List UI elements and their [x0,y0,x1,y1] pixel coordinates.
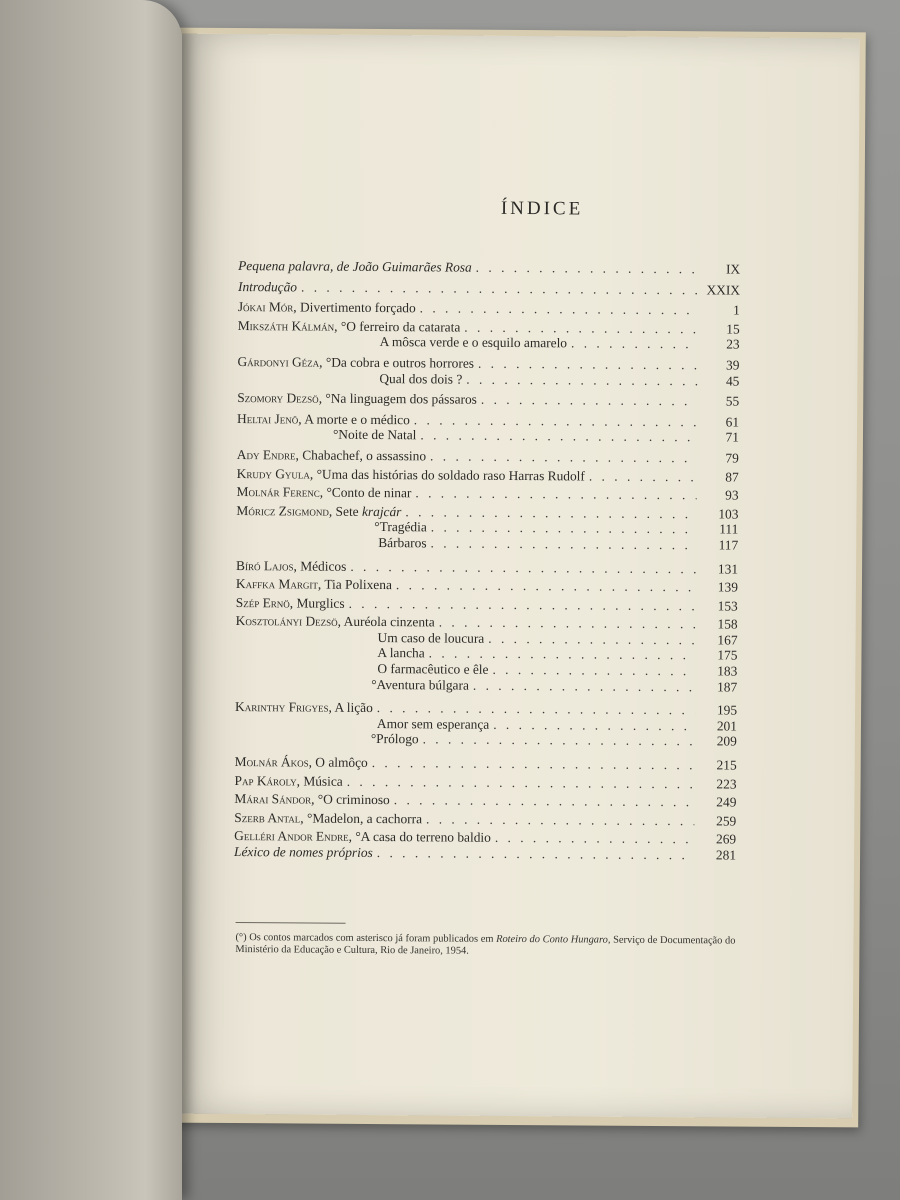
page-number: 39 [726,357,740,373]
toc-entry: Márai Sándor, °O criminoso . . . 249 [234,791,736,810]
toc-entry: Bíró Lajos, Médicos . . . 131 [236,558,738,577]
entry-title: Introdução [237,278,298,295]
entry-title: °Da cobra e outros horrores [325,354,475,371]
page-number: 103 [718,506,739,522]
leader-dots [571,336,698,352]
footnote-work-title: Roteiro do Conto Hungaro [496,933,608,946]
toc-entry: Kosztolányi Dezsö, Auréola cinzenta . . . 158 [236,613,738,632]
entry-author: Jókai Mór [237,299,294,315]
entry-title: °O criminoso [317,791,390,808]
entry-title: Auréola cinzenta [343,614,435,630]
toc-entry: Szép Ernö, Murglics . . . 153 [236,595,738,614]
page-number: XXIX [706,281,741,298]
page-number: 259 [716,813,737,829]
leader-dots [492,662,695,679]
leader-dots [488,631,695,648]
toc-entry: Mikszáth Kálmán, °O ferreiro da catarata . . . 15 [238,318,740,337]
leader-dots [301,279,698,297]
entry-title: Qual dos dois ? [379,370,463,387]
entry-title: Tia Polixena [324,576,392,593]
page-number: 1 [733,302,740,318]
page-number: 139 [717,579,738,595]
page-number: 249 [716,794,737,810]
entry-author: Kosztolányi Dezsö [235,613,338,630]
leader-dots [478,356,698,373]
entry-title: °Madelon, a cachorra [306,810,423,827]
leader-dots [350,558,696,576]
entry-title: Médicos [300,557,347,574]
entry-title-italic: krajcár [361,503,402,519]
entry-author: Pap Károly [234,772,297,789]
entry-title: A môsca verde e o esquilo amarelo [379,334,568,351]
entry-title: Pequena palavra, de João Guimarães Rosa [238,258,472,275]
entry-title: Divertimento forçado [299,299,416,316]
leader-dots [473,677,695,694]
entry-author: Bíró Lajos [236,557,294,573]
entry-author: Szomory Dezsö [237,390,319,406]
leader-dots [431,520,697,537]
toc-entry: Molnár Ákos, O almôço . . . 215 [235,754,737,773]
leader-dots [439,615,696,632]
entry-author: Szerb Antal [234,809,301,826]
page-number: 111 [719,521,739,537]
entry-title: Um caso de loucura [377,629,485,646]
entry-title: Léxico de nomes próprios [234,844,373,860]
toc-entry: Krudy Gyula, °Uma das histórias do soldado raso Harras Rudolf . . . 87 [237,466,739,485]
entry-title: °Aventura búlgara [371,676,469,693]
leader-dots [349,596,696,614]
page-number: 167 [717,632,738,648]
entry-author: Krudy Gyula [236,465,310,482]
entry-title: °Na linguagem dos pássaros [325,390,477,407]
page-number: 79 [725,450,739,466]
footnote-rest: , Serviço de Documentação do Ministério da Educação e Cultura, Rio de Janeiro, 1954. [235,934,736,957]
leader-dots [377,845,694,863]
page-number: 15 [726,321,740,337]
toc-entry: Heltai Jenö, A morte e o médico . . . 61 [237,411,739,430]
page-number: 281 [715,847,737,863]
entry-author: Gárdonyi Géza [237,354,320,370]
entry-author: Heltai Jenö [237,410,299,427]
page-number: 187 [717,679,738,695]
toc-entry: Ady Endre, Chabachef, o assassino . . . 79 [237,447,739,466]
footnote-rule [236,922,346,924]
entry-author: Karinthy Frigyes [235,699,329,715]
leader-dots [430,448,697,465]
page-number: 269 [716,831,737,847]
entry-author: Molnár Ferenc [236,484,320,500]
entry-title: °Uma das histórias do soldado raso Harras Rudolf [316,466,585,484]
page-number: 201 [716,718,738,734]
page-number: 209 [716,733,737,749]
page-number: 55 [725,393,740,409]
leader-dots [347,773,695,791]
leader-dots [464,319,698,336]
table-of-contents [234,258,740,863]
leader-dots [495,830,694,847]
page-number: 131 [717,560,739,577]
entry-author: Gelléri Andor Endre [234,828,349,845]
page-number: 195 [716,702,738,718]
toc-entry: Pap Károly, Música . . . 223 [235,773,737,792]
entry-title: Sete [335,503,359,519]
toc-entry: Szomory Dezsö, °Na linguagem dos pássaros . . . 55 [237,390,739,409]
page-number: 153 [717,598,738,614]
page-number: 93 [725,487,739,503]
leader-dots [426,811,694,828]
entry-title: °Prólogo [370,731,419,747]
page-number: 223 [716,776,737,792]
entry-title: Chabachef, o assassino [302,447,427,464]
entry-title: Murglics [296,595,345,611]
entry-title: O farmacêutico e êle [377,661,489,677]
page-title: ÍNDICE [500,197,584,220]
page-number: IX [725,261,741,277]
leader-dots [429,646,696,663]
entry-title: °Tragédia [374,519,427,535]
toc-entry: Gelléri Andor Endre, °A casa do terreno baldio . . . 269 [234,828,736,847]
entry-title: Música [303,773,343,789]
entry-title: Bárbaros [378,534,427,551]
leader-dots [372,755,695,773]
entry-author: Ady Endre [236,446,296,463]
entry-title: A lição [334,699,373,716]
left-page [0,0,182,1200]
entry-author: Mikszáth Kálmán [237,317,335,334]
entry-title: °Conto de ninar [326,484,412,501]
toc-entry: Gárdonyi Géza, °Da cobra e outros horrores . . . 39 [237,354,739,373]
leader-dots [431,535,697,552]
entry-title: A lancha [377,645,425,661]
entry-author: Kaffka Margit [235,576,318,592]
page-number: 87 [725,468,739,485]
page-number: 23 [726,336,740,352]
footnote-text: Os contos marcados com asterisco já foram publicados em [249,932,494,945]
toc-entry: Molnár Ferenc, °Conto de ninar . . . 93 [237,484,739,503]
leader-dots [493,717,695,734]
page-number: 175 [717,647,738,664]
toc-entry: Karinthy Frigyes, A lição . . . 195 [235,699,737,718]
entry-title: °O ferreiro da catarata [340,318,461,335]
entry-title: °Noite de Natal [332,427,417,443]
leader-dots [476,260,699,277]
entry-author: Márai Sándor [234,791,312,807]
entry-author: Szép Ernö [235,594,290,611]
index-page [174,34,860,1119]
leader-dots [481,392,697,409]
page-number: 117 [718,537,739,553]
entry-title: O almôço [315,754,368,770]
leader-dots [415,485,696,503]
toc-entry [234,844,736,863]
footnote [235,932,735,959]
leader-dots [466,371,697,388]
page-number: 71 [725,429,740,445]
leader-dots [420,428,697,446]
toc-entry: Szerb Antal, °Madelon, a cachorra . . . 259 [234,810,736,829]
entry-author: Móricz Zsigmond [236,502,329,519]
leader-dots [423,732,695,749]
entry-title: °A casa do terreno baldio [355,829,491,846]
toc-entry: Móricz Zsigmond, Sete krajcár . . . 103 [236,503,738,522]
entry-title: A morte e o médico [304,411,410,427]
page-number: 61 [725,414,740,430]
footnote-marker: (°) [235,932,247,944]
toc-entry: Jókai Mór, Divertimento forçado . . . 1 [238,299,740,318]
leader-dots [394,792,695,810]
leader-dots [589,468,697,484]
page-number: 215 [716,757,737,773]
entry-author: Molnár Ákos [234,754,309,770]
page-number: 158 [717,616,738,632]
toc-entry: Kaffka Margit, Tia Polixena . . . 139 [236,576,738,595]
leader-dots [396,577,696,595]
leader-dots [420,301,698,319]
entry-title: Amor sem esperança [376,715,490,732]
page-number: 45 [725,373,740,389]
page-number: 183 [717,663,738,679]
